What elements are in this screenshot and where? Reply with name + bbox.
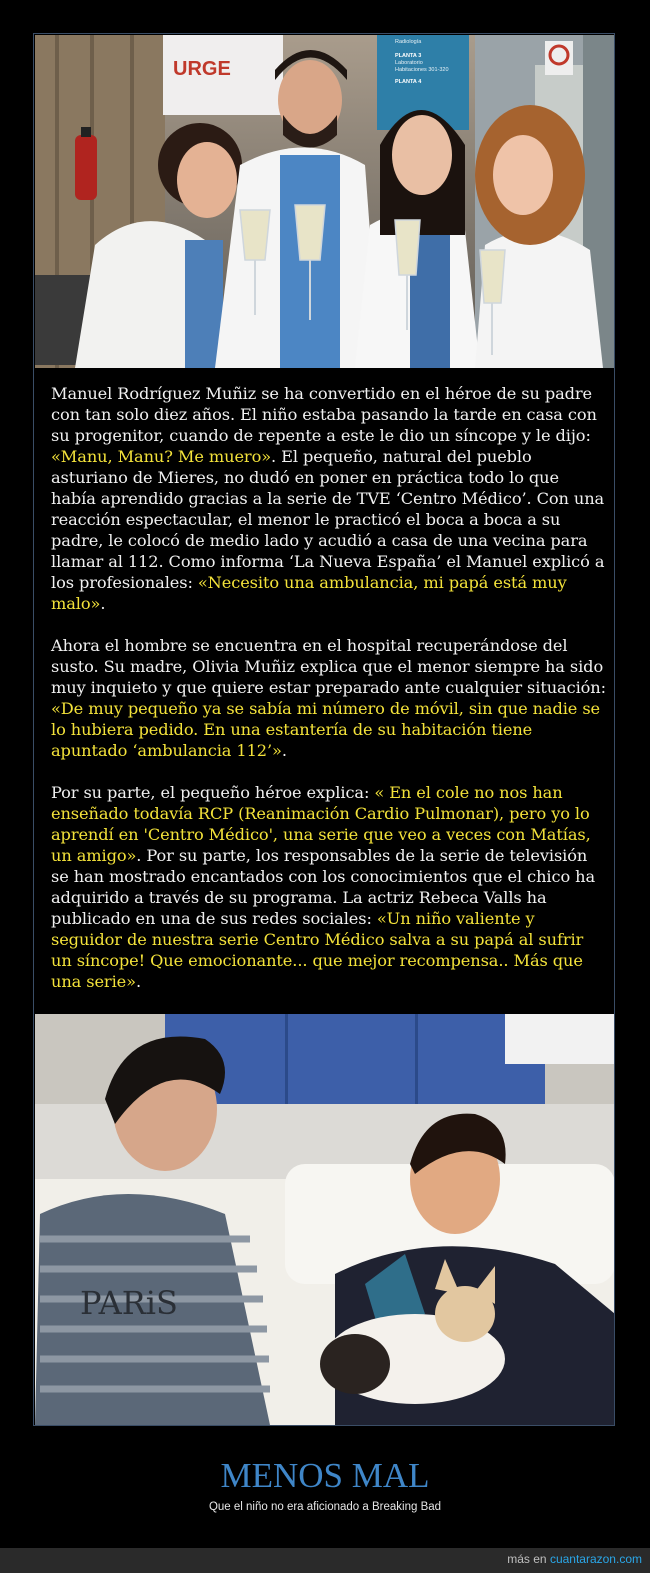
shirt-print: PARiS xyxy=(80,1284,178,1322)
highlighted-quote: «De muy pequeño ya se sabía mi número de móvil, sin que nadie se lo hubiera pedido. En una estantería de su habitación tiene apuntado ‘ambulancia 112’» xyxy=(51,699,601,760)
article-paragraph-2 xyxy=(51,635,606,761)
article-paragraph-3 xyxy=(51,782,606,992)
cast-photo-illustration xyxy=(35,35,615,368)
article-paragraph-1 xyxy=(51,383,606,614)
paragraph-text: . xyxy=(135,972,141,991)
sign-info-line-5: PLANTA 4 xyxy=(395,79,422,85)
footer-prefix: más en xyxy=(507,1552,550,1566)
sign-info-line-3: Laboratorio xyxy=(395,60,423,66)
paragraph-text: . xyxy=(100,594,106,613)
paragraph-text: Manuel Rodríguez Muñiz se ha convertido en el héroe de su padre con tan solo diez años. El niño estaba pasando la tarde en casa con su progenitor, cuando de repente a este le dio un síncope y le dijo: xyxy=(51,384,597,445)
paragraph-text: . El pequeño, natural del pueblo asturiano de Mieres, no dudó en poner en práctica todo lo que había aprendido gracias a la serie de TVE ‘Centro Médico’. Con una reacción espectacular, el menor le practicó el boca a boca a su padre, le colocó de medio lado y acudió a casa de una vecina para llamar al 112. Como informa ‘La Nueva España’ el Manuel explicó a los profesionales: xyxy=(51,447,605,592)
paragraph-text: . Por su parte, los responsables de la serie de televisión se han mostrado encantados con los conocimientos que el chico ha adquirido a través de su programa. La actriz Rebeca Valls ha publicado en una de sus redes sociales: xyxy=(51,846,596,928)
footer-bar xyxy=(0,1548,650,1573)
highlighted-quote: «Manu, Manu? Me muero» xyxy=(51,447,272,466)
sign-info-line-4: Habitaciones 301-320 xyxy=(395,67,449,73)
cast-photo xyxy=(35,35,615,368)
highlighted-quote: «Necesito una ambulancia, mi papá está muy malo» xyxy=(51,573,567,613)
footer-credit xyxy=(507,1552,642,1566)
post-subtitle: Que el niño no era aficionado a Breaking Bad xyxy=(208,1501,442,1513)
paragraph-text: . xyxy=(281,741,287,760)
sign-info-line-2: PLANTA 3 xyxy=(395,53,422,59)
family-photo xyxy=(35,1014,615,1425)
site-link[interactable]: cuantarazon.com xyxy=(549,1552,642,1566)
post-title: MENOS MAL xyxy=(220,1456,430,1495)
family-photo-illustration xyxy=(35,1014,615,1425)
article-body xyxy=(51,383,606,1013)
sign-info-line-1: Radiología xyxy=(395,39,422,45)
sign-urgencias: URGE xyxy=(173,58,231,80)
paragraph-text: Ahora el hombre se encuentra en el hospital recuperándose del susto. Su madre, Olivia Muñiz explica que el menor siempre ha sido muy inquieto y que quiere estar preparado ante cualquier situación: xyxy=(51,636,606,697)
post-frame xyxy=(33,33,615,1426)
paragraph-text: Por su parte, el pequeño héroe explica: xyxy=(51,783,375,802)
highlighted-quote: «Un niño valiente y seguidor de nuestra serie Centro Médico salva a su papá al sufrir un síncope! Que emocionante... que mejor recompensa.. Más que una serie» xyxy=(51,909,584,991)
highlighted-quote: « En el cole no nos han enseñado todavía RCP (Reanimación Cardio Pulmonar), pero yo lo aprendí en 'Centro Médico', una serie que veo a veces con Matías, un amigo» xyxy=(51,783,591,865)
